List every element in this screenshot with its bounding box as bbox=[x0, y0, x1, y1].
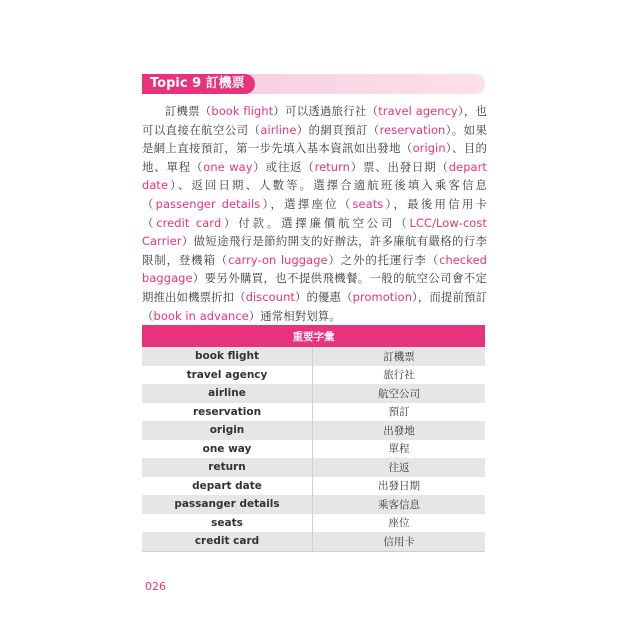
paragraph-segment: ）付款。選擇廉價航空公司（ bbox=[221, 215, 410, 230]
table-row bbox=[142, 366, 485, 385]
vocabulary-table-header: 重要字彙 bbox=[142, 325, 485, 347]
highlighted-term: reservation bbox=[379, 122, 446, 137]
english-term: credit card bbox=[142, 532, 313, 551]
highlighted-term: travel agency bbox=[378, 104, 458, 118]
paragraph-segment: ）可以透過旅行社（ bbox=[273, 104, 379, 118]
highlighted-term: promotion bbox=[352, 289, 413, 304]
highlighted-term: origin bbox=[412, 141, 446, 156]
highlighted-term: checked baggage bbox=[142, 252, 488, 286]
highlighted-term: book in advance bbox=[153, 308, 249, 323]
chinese-term: 乘客信息 bbox=[313, 495, 486, 514]
paragraph-segment: ），選擇座位（ bbox=[260, 196, 353, 211]
english-term: book flight bbox=[142, 347, 313, 366]
paragraph-segment: ）、目的地、單程（ bbox=[142, 141, 488, 174]
body-paragraph bbox=[142, 102, 487, 325]
paragraph-text bbox=[142, 102, 487, 325]
english-term: one way bbox=[142, 440, 313, 459]
english-term: origin bbox=[142, 421, 313, 440]
paragraph-segment: ）的優惠（ bbox=[294, 289, 353, 304]
english-term: return bbox=[142, 458, 313, 477]
paragraph-segment: ）或往返（ bbox=[252, 159, 315, 174]
table-row bbox=[142, 421, 485, 440]
chinese-term: 往返 bbox=[313, 458, 486, 477]
english-term: travel agency bbox=[142, 366, 313, 385]
highlighted-term: passenger details bbox=[155, 196, 261, 211]
english-term: depart date bbox=[142, 477, 313, 496]
paragraph-segment: ）之外的托運行李（ bbox=[327, 252, 440, 267]
paragraph-segment: ）票、出發日期（ bbox=[350, 159, 449, 174]
highlighted-term: discount bbox=[245, 289, 295, 304]
paragraph-segment: ），最後用信用卡（ bbox=[142, 196, 487, 230]
highlighted-term: carry-on luggage bbox=[228, 252, 328, 267]
chinese-term: 訂機票 bbox=[313, 347, 486, 366]
chinese-term: 單程 bbox=[313, 440, 486, 459]
paragraph-segment: ）通常相對划算。 bbox=[248, 308, 341, 323]
paragraph-segment: ）的網頁預訂（ bbox=[296, 122, 380, 137]
vocabulary-table bbox=[142, 325, 485, 552]
highlighted-term: credit card bbox=[156, 215, 222, 230]
highlighted-term: LCC/Low-cost Carrier bbox=[142, 215, 487, 249]
paragraph-segment: ）做短途飛行是節約開支的好辦法，許多廉航有嚴格的行李限制，登機箱（ bbox=[142, 234, 487, 267]
english-term: reservation bbox=[142, 403, 313, 422]
highlighted-term: airline bbox=[260, 122, 297, 137]
english-term: airline bbox=[142, 384, 313, 403]
paragraph-segment: ）要另外購買，也不提供飛機餐。一般的航空公司會不定期推出如機票折扣（ bbox=[142, 271, 487, 304]
table-row bbox=[142, 514, 485, 533]
paragraph-segment: ）。如果是網上直接預訂，第一步先填入基本資訊如出發地（ bbox=[142, 122, 487, 156]
chinese-term: 預訂 bbox=[313, 403, 486, 422]
topic-title: Topic 9 訂機票 bbox=[142, 74, 255, 94]
paragraph-segment: ），而提前預訂（ bbox=[142, 289, 487, 323]
chinese-term: 航空公司 bbox=[313, 384, 486, 403]
chinese-term: 座位 bbox=[313, 514, 486, 533]
highlighted-term: book flight bbox=[211, 104, 274, 118]
paragraph-segment: ），也可以直接在航空公司（ bbox=[142, 104, 488, 137]
table-row bbox=[142, 532, 485, 551]
table-row bbox=[142, 403, 485, 422]
highlighted-term: return bbox=[314, 159, 351, 174]
chinese-term: 信用卡 bbox=[313, 532, 486, 551]
table-row bbox=[142, 495, 485, 514]
chinese-term: 旅行社 bbox=[313, 366, 486, 385]
paragraph-segment: ）、返回日期、人數等。選擇合適航班後填入乘客信息（ bbox=[142, 178, 487, 211]
chinese-term: 出發日期 bbox=[313, 477, 486, 496]
english-term: seats bbox=[142, 514, 313, 533]
highlighted-term: one way bbox=[203, 159, 253, 174]
table-row bbox=[142, 477, 485, 496]
table-row bbox=[142, 384, 485, 403]
table-row bbox=[142, 347, 485, 366]
table-row bbox=[142, 440, 485, 459]
highlighted-term: seats bbox=[352, 196, 384, 211]
table-row bbox=[142, 458, 485, 477]
highlighted-term: depart date bbox=[142, 159, 487, 193]
page-number: 026 bbox=[145, 580, 166, 593]
chinese-term: 出發地 bbox=[313, 421, 486, 440]
paragraph-segment: 訂機票（ bbox=[164, 104, 212, 118]
english-term: passanger details bbox=[142, 495, 313, 514]
